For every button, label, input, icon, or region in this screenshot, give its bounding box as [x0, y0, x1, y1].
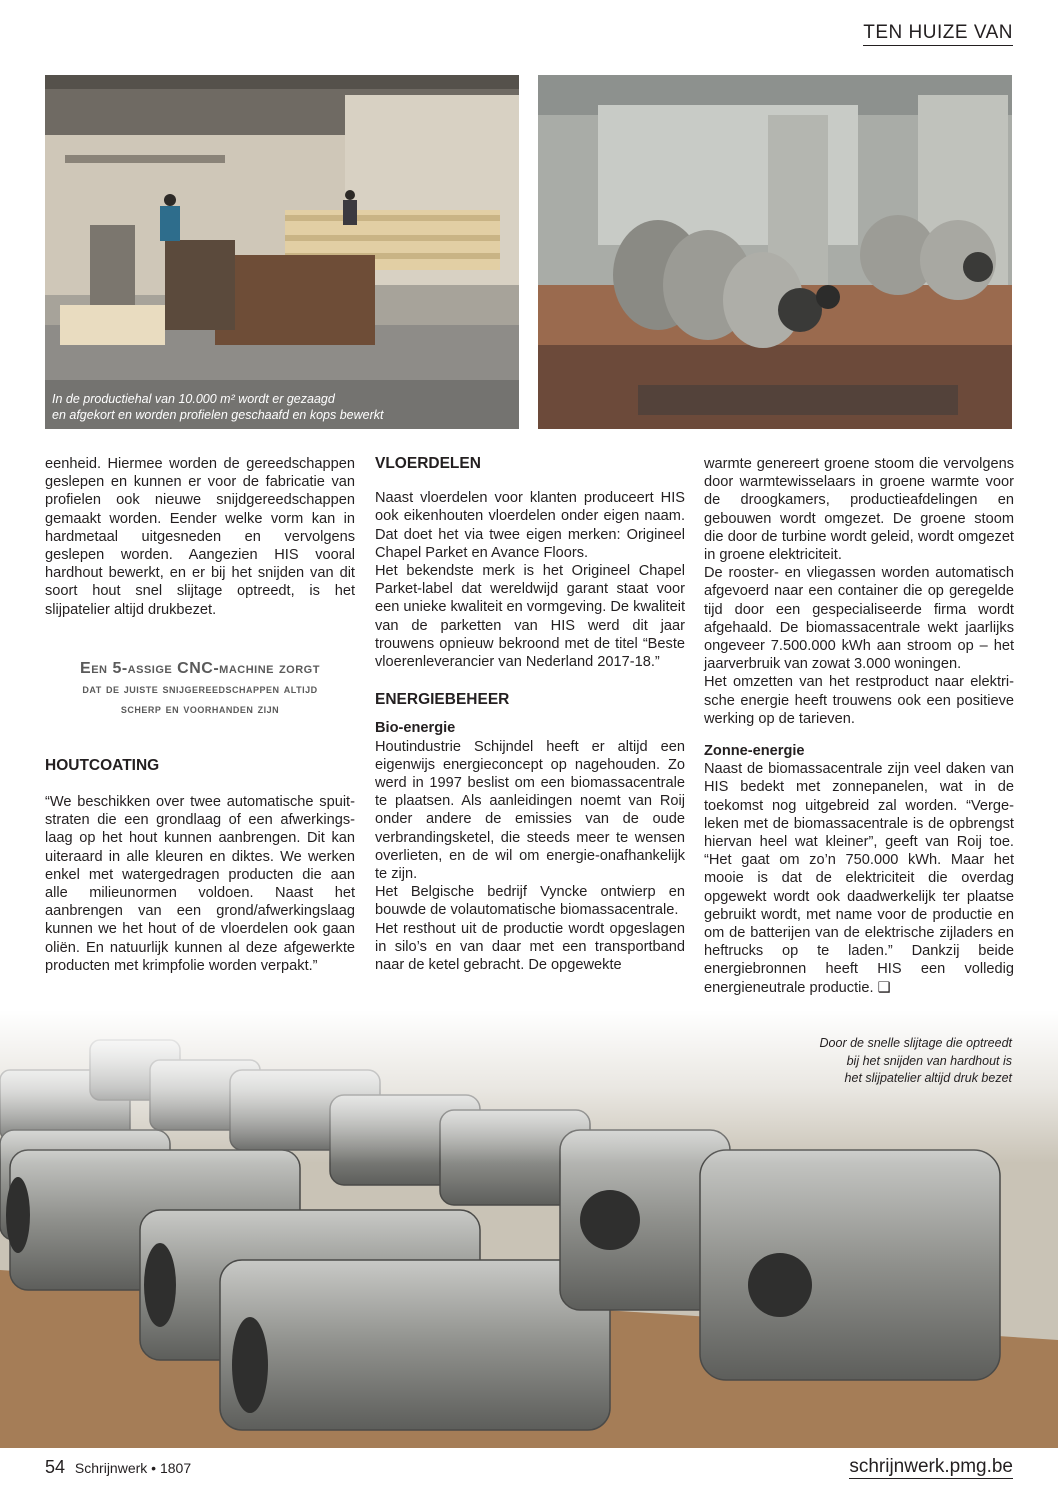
energy-paragraph: De rooster- en vliegassen worden automatisch afgevoerd naar een container die op geregelde tijd door een gespecialiseerde firma wordt afgehaald. De biomassacentrale wekt jaarlijks ongeveer 7.500.000 kWh aan stroom op – het jaarverbruik van zowat 3.000 woningen.	[704, 565, 1014, 673]
page-number: 54	[45, 1457, 66, 1477]
zonne-energie-text: Naast de biomassacentrale zijn veel daken van HIS bedekt met zonnepanelen, wat in de toekomst nog uitgebreid zal worden. “Vergeleken met de biomassacentrale is de opbrengst hiervan heel wat kleiner”, geeft van Roij toe. “Het gaat om zo’n 750.000 kWh. Maar het mooie is dat de elektriciteit die overdag opgewekt wordt ook daadwerkelijk ter plaatse gebruikt wordt, met name voor de productie en om de batterijen van de elektrische zijladers en heftrucks op te laden.” Dankzij beide energiebronnen heeft HIS een volledig energieneutrale productie.	[704, 761, 1014, 996]
pull-quote-line: Een 5-assige CNC-machine zorgt	[80, 659, 320, 677]
caption-line: In de productiehal van 10.000 m² wordt er gezaagd	[52, 392, 335, 406]
houtcoating-paragraph: “We beschikken over twee automatische spuitstraten die een grondlaag of een afwerkingslaag op het hout kunnen aanbrengen. Dit kan uiteraard in alle kleuren en diktes. We werken enkel met watergedragen producten die aan alle milieunormen voldoen. Naast het aanbrengen van een grond/afwerkingslaag kunnen we het hout of de vloerdelen ook gaan oliën. En natuurlijk kunnen al deze afgewerkte producten met krimpfolie worden verpakt.”	[45, 794, 355, 974]
end-mark-icon: ❑	[877, 979, 891, 996]
footer-folio	[45, 1457, 191, 1478]
pull-quote-line: scherp en voorhanden zijn	[120, 700, 280, 716]
column-left	[45, 455, 355, 975]
vloerdelen-paragraph: Het bekendste merk is het Origineel Chapel Parket-label dat wereldwijd garant staat voor een unieke kwaliteit en vormgeving. De kwaliteit van de parketten van HIS werd dit jaar trouwens opnieuw bekroond met de titel “Beste vloerenleverancier van Nederland 2017-18.”	[375, 563, 685, 671]
column-right	[704, 455, 1014, 997]
vloerdelen-paragraph: Naast vloerdelen voor klanten produceert HIS ook eikenhouten vloerdelen onder eigen naam. Dat doet het via twee eigen merken: Origineel Chapel Parket en Avance Floors.	[375, 490, 685, 561]
zonne-energie-paragraph	[704, 760, 1014, 997]
section-tag: TEN HUIZE VAN	[863, 22, 1013, 46]
factory-hall-caption	[52, 391, 383, 423]
bio-energie-paragraph: Houtindustrie Schijndel heeft er altijd een eigenwijs energieconcept op nagehouden. Zo werd in 1997 beslist om een biomassacentrale te plaatsen. Als aanleidingen noemt van Roij onder andere de emissies van de oude verbrandingsketel, die steeds meer te wensen overlieten, en de wil om energie-onafhankelijk te zijn.	[375, 738, 685, 883]
bio-energie-paragraph: Het resthout uit de productie wordt opgeslagen in silo’s en van daar met een transportband naar de ketel gebracht. De opgewekte	[375, 920, 685, 974]
energy-paragraph: warmte genereert groene stoom die vervolgens door warmtewisselaars in groene warmte voor de droogkamers, productieafdelingen en gebouwen wordt omgezet. De groene stoom die door de turbine wordt geleid, wordt omgezet in groene elektriciteit.	[704, 456, 1014, 564]
factory-hall-photo	[45, 75, 519, 429]
houtcoating-heading: HOUTCOATING	[45, 756, 160, 774]
column-middle	[375, 455, 685, 974]
intro-paragraph: eenheid. Hiermee worden de gereedschappen geslepen en kunnen er voor de fabricatie van profielen ook nieuwe snijdgereedschappen gemaakt worden. Eender welke vorm kan in hardmetaal uitgesneden en vervolgens geslepen worden. Aangezien HIS vooral hardhout bewerkt, en er bij het snijden van dit soort hout snel slijtage optreedt, is het slijpatelier altijd drukbezet.	[45, 456, 355, 618]
bio-energie-heading: Bio-energie	[375, 720, 456, 737]
energiebeheer-heading: ENERGIEBEHEER	[375, 691, 510, 709]
moulder-machine-photo	[538, 75, 1012, 429]
caption-line: het slijpatelier altijd druk bezet	[844, 1071, 1012, 1085]
zonne-energie-heading: Zonne-energie	[704, 743, 805, 760]
pull-quote	[45, 659, 355, 719]
cutter-heads-caption	[752, 1035, 1012, 1088]
caption-line: Door de snelle slijtage die optreedt	[819, 1036, 1012, 1050]
website-link[interactable]: schrijnwerk.pmg.be	[849, 1456, 1013, 1477]
caption-line: en afgekort en worden profielen geschaafd en kops bewerkt	[52, 408, 384, 422]
vloerdelen-heading: VLOERDELEN	[375, 455, 481, 472]
pull-quote-line: dat de juiste snijgereedschappen altijd	[82, 680, 318, 696]
bio-energie-paragraph: Het Belgische bedrijf Vyncke ontwierp en bouwde de volautomatische biomassacentrale.	[375, 884, 685, 919]
magazine-issue: Schrijnwerk • 1807	[74, 1460, 192, 1476]
caption-line: bij het snijden van hardhout is	[846, 1053, 1012, 1068]
energy-paragraph: Het omzetten van het restproduct naar elektrische energie heeft trouwens ook een positieve werking op de tarieven.	[704, 674, 1014, 727]
